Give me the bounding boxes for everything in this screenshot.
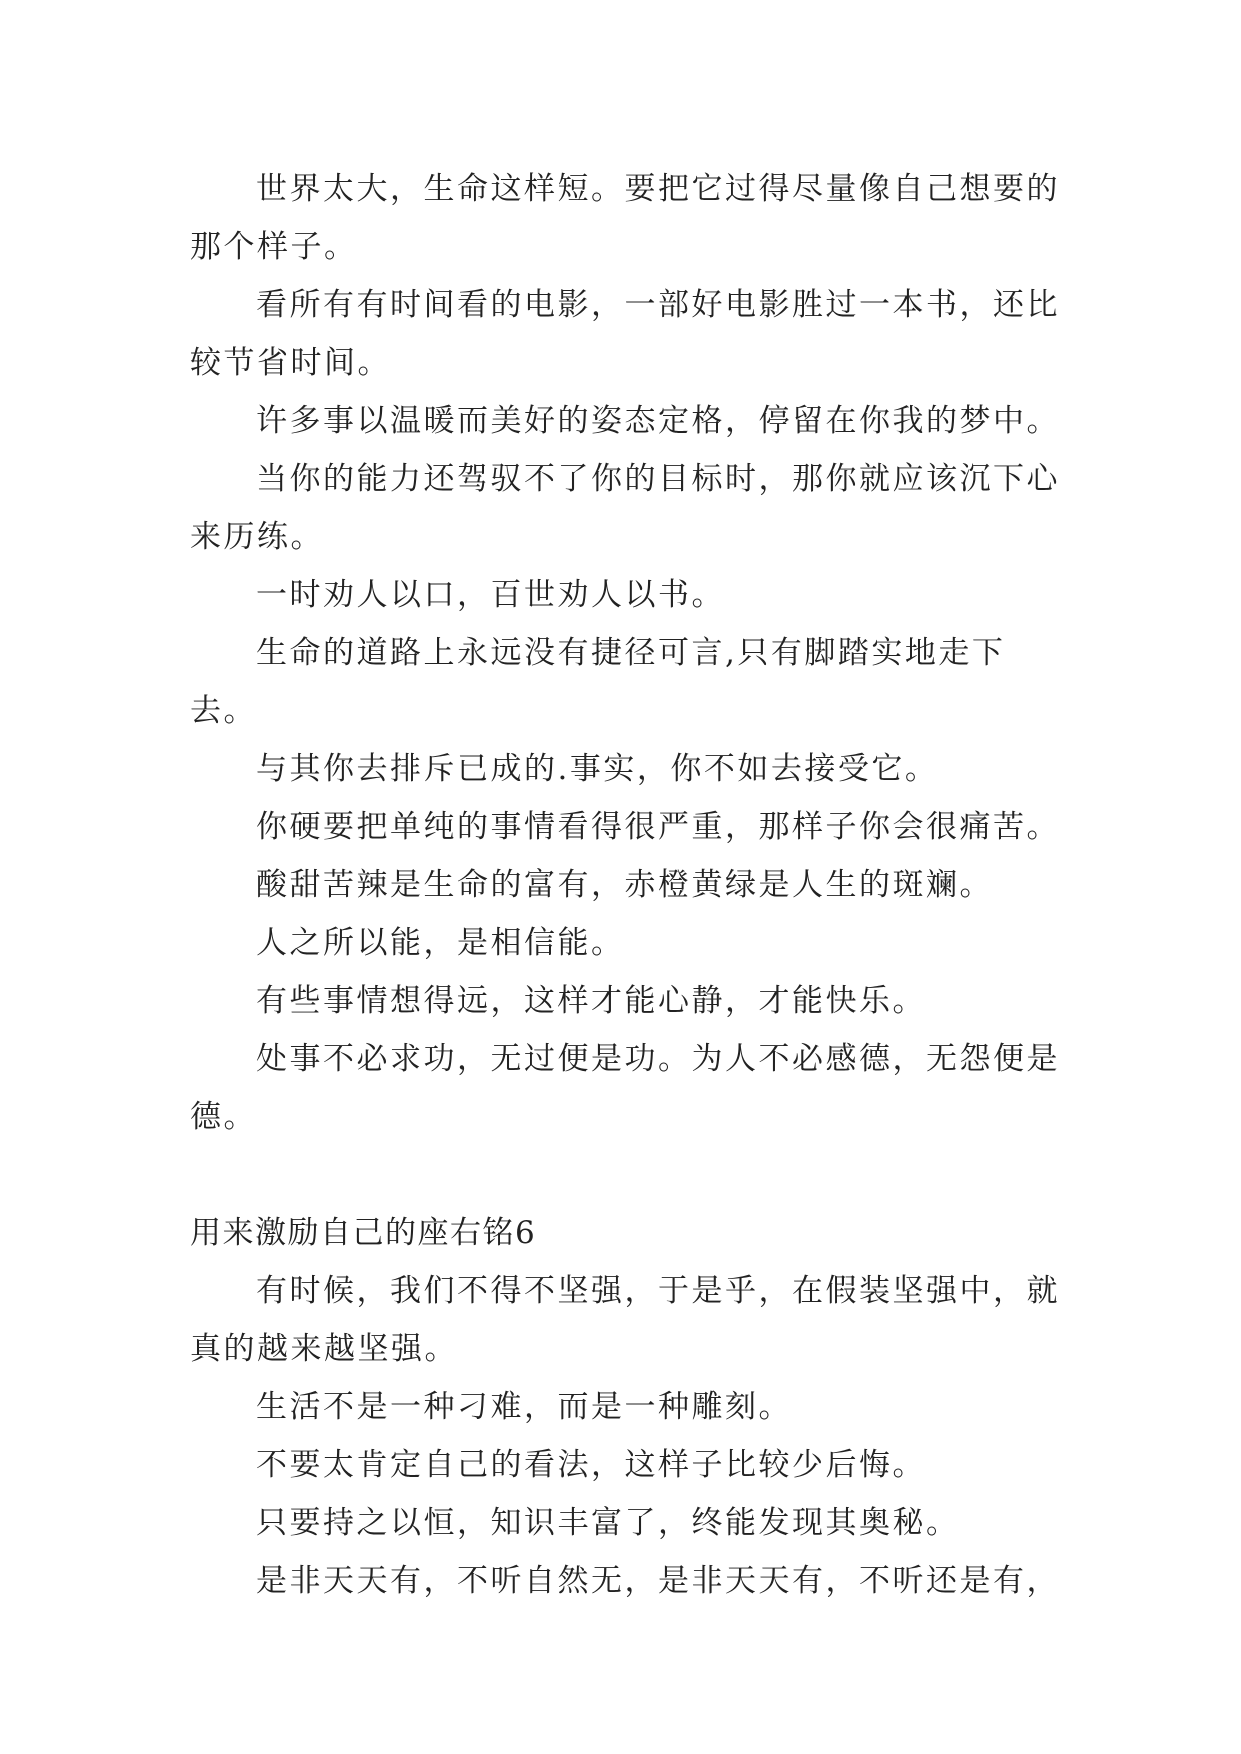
paragraph: 看所有有时间看的电影，一部好电影胜过一本书，还比较节省时间。 (190, 287, 1060, 381)
paragraph: 许多事以温暖而美好的姿态定格，停留在你我的梦中。 (256, 403, 1060, 439)
paragraph: 你硬要把单纯的事情看得很严重，那样子你会很痛苦。 (256, 809, 1060, 845)
paragraph: 生活不是一种刁难，而是一种雕刻。 (256, 1389, 792, 1425)
paragraph: 世界太大，生命这样短。要把它过得尽量像自己想要的那个样子。 (190, 171, 1060, 265)
section-heading: 用来激励自己的座右铭6 (190, 1215, 537, 1251)
paragraph: 不要太肯定自己的看法，这样子比较少后悔。 (256, 1447, 926, 1483)
paragraph: 是非天天有，不听自然无，是非天天有，不听还是有， (256, 1563, 1060, 1599)
section-gap (190, 1146, 1070, 1204)
document-body (190, 160, 1070, 1610)
paragraph: 有些事情想得远，这样才能心静，才能快乐。 (256, 983, 926, 1019)
paragraph: 与其你去排斥已成的.事实，你不如去接受它。 (256, 751, 939, 787)
paragraph: 只要持之以恒，知识丰富了，终能发现其奥秘。 (256, 1505, 960, 1541)
paragraph: 处事不必求功，无过便是功。为人不必感德，无怨便是德。 (190, 1041, 1060, 1135)
paragraph: 生命的道路上永远没有捷径可言,只有脚踏实地走下去。 (190, 635, 1006, 729)
paragraph: 人之所以能，是相信能。 (256, 925, 625, 961)
paragraph: 当你的能力还驾驭不了你的目标时，那你就应该沉下心来历练。 (190, 461, 1060, 555)
paragraph: 酸甜苦辣是生命的富有，赤橙黄绿是人生的斑斓。 (256, 867, 993, 903)
paragraph: 有时候，我们不得不坚强，于是乎，在假装坚强中，就真的越来越坚强。 (190, 1273, 1060, 1367)
paragraph: 一时劝人以口，百世劝人以书。 (256, 577, 725, 613)
